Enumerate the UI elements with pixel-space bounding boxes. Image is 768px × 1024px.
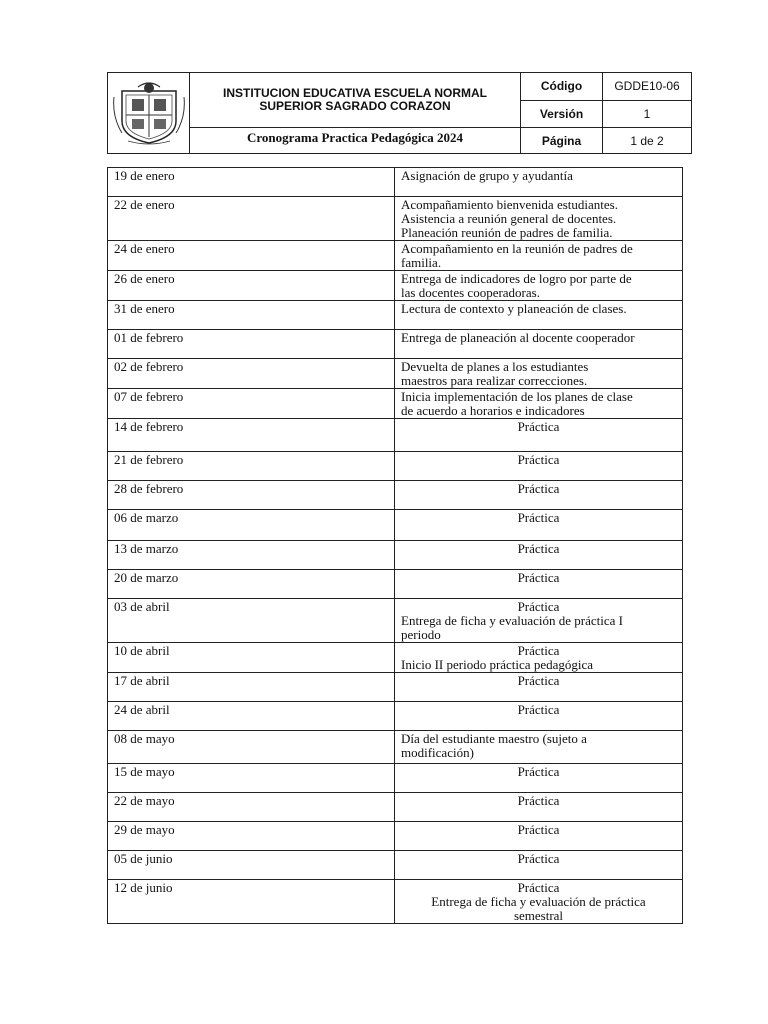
schedule-date: 13 de marzo (108, 541, 395, 570)
schedule-activity (395, 570, 683, 599)
schedule-date: 05 de junio (108, 851, 395, 880)
institution-line-2: SUPERIOR SAGRADO CORAZON (259, 99, 451, 114)
activity-line: Práctica (517, 599, 560, 614)
code-label: Código (521, 73, 603, 101)
schedule-activity (395, 822, 683, 851)
activity-line: Práctica (517, 764, 560, 779)
schedule-date: 07 de febrero (108, 389, 395, 419)
activity-line: Práctica (517, 419, 560, 434)
activity-line: Práctica (517, 793, 560, 808)
activity-line: las docentes cooperadoras. (401, 285, 540, 300)
schedule-date: 12 de junio (108, 880, 395, 924)
schedule-activity (395, 731, 683, 764)
activity-line: Lectura de contexto y planeación de clases. (401, 301, 627, 316)
schedule-date: 31 de enero (108, 301, 395, 330)
schedule-activity (395, 389, 683, 419)
page-label: Página (521, 128, 603, 154)
schedule-activity (395, 880, 683, 924)
schedule-date: 14 de febrero (108, 419, 395, 452)
schedule-row (108, 731, 683, 764)
activity-line: Asistencia a reunión general de docentes. (401, 211, 617, 226)
code-value: GDDE10-06 (603, 73, 692, 101)
activity-line: Práctica (517, 702, 560, 717)
schedule-date: 15 de mayo (108, 764, 395, 793)
schedule-activity (395, 330, 683, 359)
activity-line: Práctica (517, 570, 560, 585)
schedule-date: 10 de abril (108, 643, 395, 673)
schedule-activity (395, 419, 683, 452)
schedule-row (108, 599, 683, 643)
schedule-activity (395, 301, 683, 330)
schedule-date: 22 de mayo (108, 793, 395, 822)
version-value: 1 (603, 100, 692, 128)
institution-line-1: INSTITUCION EDUCATIVA ESCUELA NORMAL (223, 86, 487, 101)
activity-line: Asignación de grupo y ayudantía (401, 168, 573, 183)
schedule-row (108, 673, 683, 702)
schedule-activity (395, 643, 683, 673)
institution-name (190, 73, 521, 128)
activity-line: modificación) (401, 745, 474, 760)
activity-line: Entrega de ficha y evaluación de práctica (431, 894, 646, 909)
activity-line: de acuerdo a horarios e indicadores (401, 403, 585, 418)
schedule-date: 26 de enero (108, 271, 395, 301)
schedule-row (108, 764, 683, 793)
schedule-date: 21 de febrero (108, 452, 395, 481)
schedule-row (108, 419, 683, 452)
schedule-row (108, 197, 683, 241)
schedule-row (108, 330, 683, 359)
schedule-activity (395, 510, 683, 541)
activity-line: Inicia implementación de los planes de clase (401, 389, 633, 404)
schedule-date: 02 de febrero (108, 359, 395, 389)
activity-line: Acompañamiento bienvenida estudiantes. (401, 197, 618, 212)
schedule-activity (395, 599, 683, 643)
activity-line: Práctica (517, 851, 560, 866)
activity-line: Práctica (517, 541, 560, 556)
activity-line: Práctica (517, 880, 560, 895)
logo-cell (108, 73, 190, 154)
activity-line: Práctica (517, 452, 560, 467)
activity-line: Entrega de ficha y evaluación de práctica I (401, 613, 623, 628)
schedule-row (108, 241, 683, 271)
schedule-table (107, 167, 683, 924)
schedule-row (108, 452, 683, 481)
activity-line: Práctica (517, 673, 560, 688)
schedule-activity (395, 793, 683, 822)
document-title: Cronograma Practica Pedagógica 2024 (190, 128, 521, 154)
activity-line: familia. (401, 255, 442, 270)
activity-line: periodo (401, 627, 441, 642)
schedule-date: 19 de enero (108, 168, 395, 197)
schedule-date: 22 de enero (108, 197, 395, 241)
schedule-row (108, 541, 683, 570)
activity-line: Práctica (517, 643, 560, 658)
version-label: Versión (521, 100, 603, 128)
schedule-row (108, 702, 683, 731)
schedule-activity (395, 702, 683, 731)
schedule-body (108, 168, 683, 924)
activity-line: Entrega de indicadores de logro por parte de (401, 271, 632, 286)
schedule-activity (395, 241, 683, 271)
schedule-row (108, 359, 683, 389)
schedule-activity (395, 851, 683, 880)
activity-line: semestral (513, 908, 564, 923)
schedule-row (108, 822, 683, 851)
activity-line: Inicio II periodo práctica pedagógica (401, 657, 594, 672)
schedule-date: 29 de mayo (108, 822, 395, 851)
schedule-activity (395, 271, 683, 301)
schedule-row (108, 301, 683, 330)
schedule-date: 06 de marzo (108, 510, 395, 541)
schedule-row (108, 389, 683, 419)
activity-line: Planeación reunión de padres de familia. (401, 225, 613, 240)
activity-line: Práctica (517, 510, 560, 525)
activity-line: maestros para realizar correcciones. (401, 373, 588, 388)
schedule-row (108, 570, 683, 599)
schedule-date: 01 de febrero (108, 330, 395, 359)
schedule-row (108, 851, 683, 880)
schedule-row (108, 510, 683, 541)
schedule-date: 08 de mayo (108, 731, 395, 764)
page-value: 1 de 2 (603, 128, 692, 154)
schedule-row (108, 643, 683, 673)
document-header (107, 72, 692, 154)
schedule-row (108, 481, 683, 510)
activity-line: Acompañamiento en la reunión de padres de (401, 241, 633, 256)
schedule-date: 17 de abril (108, 673, 395, 702)
schedule-activity (395, 168, 683, 197)
activity-line: Práctica (517, 822, 560, 837)
schedule-date: 28 de febrero (108, 481, 395, 510)
schedule-row (108, 880, 683, 924)
activity-line: Entrega de planeación al docente cooperador (401, 330, 635, 345)
schedule-date: 24 de abril (108, 702, 395, 731)
schedule-row (108, 271, 683, 301)
schedule-activity (395, 452, 683, 481)
schedule-activity (395, 481, 683, 510)
schedule-date: 24 de enero (108, 241, 395, 271)
activity-line: Día del estudiante maestro (sujeto a (401, 731, 587, 746)
schedule-row (108, 793, 683, 822)
schedule-activity (395, 673, 683, 702)
schedule-row (108, 168, 683, 197)
schedule-activity (395, 359, 683, 389)
schedule-activity (395, 541, 683, 570)
activity-line: Devuelta de planes a los estudiantes (401, 359, 589, 374)
schedule-date: 20 de marzo (108, 570, 395, 599)
schedule-activity (395, 197, 683, 241)
institution-seal-logo (110, 81, 188, 145)
activity-line: Práctica (517, 481, 560, 496)
schedule-date: 03 de abril (108, 599, 395, 643)
schedule-activity (395, 764, 683, 793)
